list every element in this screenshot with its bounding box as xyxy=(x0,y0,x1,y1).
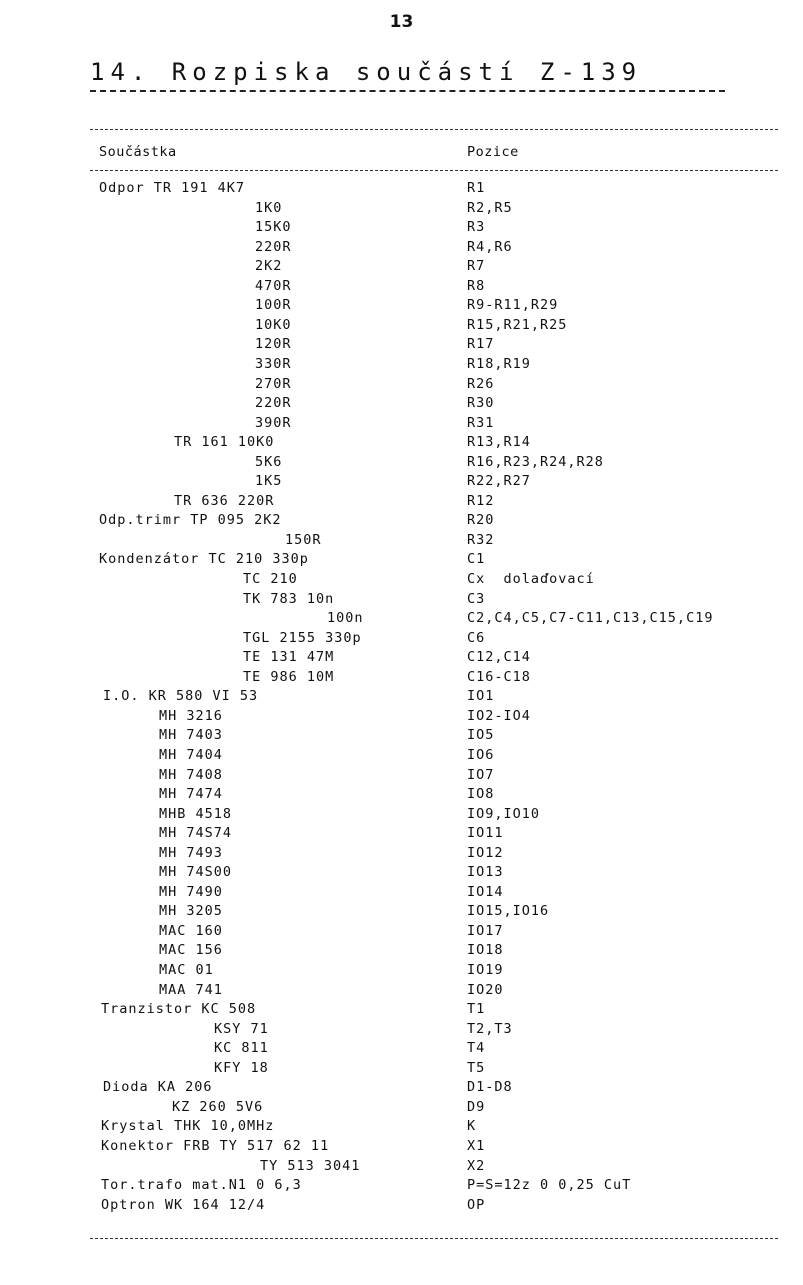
part-description: Kondenzátor TC 210 330p xyxy=(99,551,309,568)
part-description: MAC 160 xyxy=(159,922,223,939)
part-position: R20 xyxy=(467,512,495,529)
table-row xyxy=(0,200,803,219)
part-description: Krystal THK 10,0MHz xyxy=(101,1118,275,1135)
part-description: 270R xyxy=(255,375,292,392)
table-row xyxy=(0,786,803,805)
part-position: R30 xyxy=(467,395,495,412)
part-description: 120R xyxy=(255,336,292,353)
table-row xyxy=(0,982,803,1001)
part-description: 5K6 xyxy=(255,453,283,470)
part-description: TR 636 220R xyxy=(174,492,275,509)
column-header-part: Součástka xyxy=(99,144,177,160)
part-description: 1K5 xyxy=(255,473,283,490)
part-position: T4 xyxy=(467,1040,486,1057)
part-description: 15K0 xyxy=(255,219,292,236)
table-row xyxy=(0,434,803,453)
part-description: TY 513 3041 xyxy=(260,1157,361,1174)
table-row xyxy=(0,571,803,590)
part-position: R22,R27 xyxy=(467,473,531,490)
table-row xyxy=(0,297,803,316)
part-description: MH 3216 xyxy=(159,707,223,724)
table-row xyxy=(0,180,803,199)
table-row xyxy=(0,747,803,766)
table-row xyxy=(0,532,803,551)
part-position: IO12 xyxy=(467,844,504,861)
table-row xyxy=(0,845,803,864)
part-position: T1 xyxy=(467,1001,486,1018)
part-position: R15,R21,R25 xyxy=(467,316,568,333)
table-row xyxy=(0,610,803,629)
part-description: MAA 741 xyxy=(159,981,223,998)
part-description: MH 7404 xyxy=(159,746,223,763)
table-row xyxy=(0,1079,803,1098)
part-position: C16-C18 xyxy=(467,668,531,685)
part-position: IO13 xyxy=(467,864,504,881)
part-description: KZ 260 5V6 xyxy=(172,1098,264,1115)
part-description: TE 986 10M xyxy=(243,668,335,685)
part-description: MH 74S00 xyxy=(159,864,233,881)
table-row xyxy=(0,864,803,883)
part-position: T5 xyxy=(467,1059,486,1076)
part-description: 10K0 xyxy=(255,316,292,333)
table-row xyxy=(0,415,803,434)
part-position: T2,T3 xyxy=(467,1020,513,1037)
part-position: R9-R11,R29 xyxy=(467,297,559,314)
table-row xyxy=(0,727,803,746)
part-description: TGL 2155 330p xyxy=(243,629,362,646)
part-position: IO2-IO4 xyxy=(467,707,531,724)
table-row xyxy=(0,1001,803,1020)
part-description: 2K2 xyxy=(255,258,283,275)
part-description: Odp.trimr TP 095 2K2 xyxy=(99,512,282,529)
title-underline xyxy=(90,90,725,92)
part-description: 100R xyxy=(255,297,292,314)
part-description: 390R xyxy=(255,414,292,431)
part-description: Tor.trafo mat.N1 0 6,3 xyxy=(101,1177,302,1194)
part-description: TE 131 47M xyxy=(243,649,335,666)
part-description: MH 7490 xyxy=(159,883,223,900)
table-row xyxy=(0,708,803,727)
part-position: IO5 xyxy=(467,727,495,744)
part-position: R1 xyxy=(467,180,486,196)
table-row xyxy=(0,1040,803,1059)
part-position: IO17 xyxy=(467,922,504,939)
part-description: Tranzistor KC 508 xyxy=(101,1001,257,1018)
part-description: MH 3205 xyxy=(159,903,223,920)
part-position: IO20 xyxy=(467,981,504,998)
table-row xyxy=(0,767,803,786)
table-row xyxy=(0,649,803,668)
part-position: IO7 xyxy=(467,766,495,783)
part-position: R13,R14 xyxy=(467,434,531,451)
part-position: IO15,IO16 xyxy=(467,903,550,920)
part-description: KSY 71 xyxy=(214,1020,269,1037)
table-row xyxy=(0,825,803,844)
page-title: 14. Rozpiska součástí Z-139 xyxy=(90,58,643,86)
table-row xyxy=(0,1197,803,1216)
table-row xyxy=(0,1177,803,1196)
table-row xyxy=(0,278,803,297)
part-description: Odpor TR 191 4K7 xyxy=(99,180,246,196)
table-row xyxy=(0,493,803,512)
part-description: 330R xyxy=(255,355,292,372)
part-position: C1 xyxy=(467,551,486,568)
part-description: MH 7408 xyxy=(159,766,223,783)
table-row xyxy=(0,395,803,414)
part-position: R4,R6 xyxy=(467,238,513,255)
part-position: D1-D8 xyxy=(467,1079,513,1096)
table-row xyxy=(0,454,803,473)
part-description: 100n xyxy=(327,610,364,627)
part-position: K xyxy=(467,1118,477,1135)
part-position: R16,R23,R24,R28 xyxy=(467,453,604,470)
part-position: R26 xyxy=(467,375,495,392)
part-position: Cx dolaďovací xyxy=(467,571,595,587)
table-row xyxy=(0,1138,803,1157)
table-row xyxy=(0,551,803,570)
part-description: 150R xyxy=(285,531,322,548)
table-row xyxy=(0,317,803,336)
part-description: Optron WK 164 12/4 xyxy=(101,1196,266,1213)
part-position: C3 xyxy=(467,590,486,607)
table-row xyxy=(0,630,803,649)
part-position: IO11 xyxy=(467,825,504,842)
part-position: R17 xyxy=(467,336,495,353)
part-description: Dioda KA 206 xyxy=(103,1079,213,1096)
table-row xyxy=(0,962,803,981)
table-row xyxy=(0,806,803,825)
table-row xyxy=(0,923,803,942)
table-row xyxy=(0,336,803,355)
part-description: I.O. KR 580 VI 53 xyxy=(103,688,259,705)
part-position: IO6 xyxy=(467,746,495,763)
table-row xyxy=(0,1158,803,1177)
part-position: IO19 xyxy=(467,962,504,978)
table-row xyxy=(0,669,803,688)
part-position: P=S=12z 0 0,25 CuT xyxy=(467,1177,632,1194)
table-top-rule xyxy=(90,129,778,130)
part-position: IO1 xyxy=(467,688,495,705)
part-position: R8 xyxy=(467,277,486,294)
part-position: R31 xyxy=(467,414,495,431)
table-row xyxy=(0,219,803,238)
part-description: KC 811 xyxy=(214,1040,269,1057)
part-description: MAC 156 xyxy=(159,942,223,959)
part-description: MH 7493 xyxy=(159,844,223,861)
part-description: 1K0 xyxy=(255,199,283,216)
part-description: TR 161 10K0 xyxy=(174,434,275,451)
part-description: KFY 18 xyxy=(214,1059,269,1076)
header-rule xyxy=(90,170,778,171)
table-bottom-rule xyxy=(90,1238,778,1239)
part-position: OP xyxy=(467,1196,486,1213)
part-description: MHB 4518 xyxy=(159,805,233,822)
table-row xyxy=(0,356,803,375)
part-position: D9 xyxy=(467,1098,486,1115)
table-row xyxy=(0,376,803,395)
table-row xyxy=(0,1060,803,1079)
table-row xyxy=(0,1099,803,1118)
table-row xyxy=(0,239,803,258)
table-row xyxy=(0,258,803,277)
part-position: IO8 xyxy=(467,786,495,803)
part-description: MAC 01 xyxy=(159,962,214,978)
part-description: 220R xyxy=(255,238,292,255)
table-row xyxy=(0,942,803,961)
part-position: C6 xyxy=(467,629,486,646)
part-position: X1 xyxy=(467,1137,486,1154)
column-header-position: Pozice xyxy=(467,144,519,160)
part-position: R3 xyxy=(467,219,486,236)
part-description: MH 74S74 xyxy=(159,825,233,842)
part-position: R18,R19 xyxy=(467,355,531,372)
part-position: R32 xyxy=(467,531,495,548)
table-row xyxy=(0,473,803,492)
part-position: R2,R5 xyxy=(467,199,513,216)
part-position: IO9,IO10 xyxy=(467,805,541,822)
part-description: 220R xyxy=(255,395,292,412)
part-position: R7 xyxy=(467,258,486,275)
part-position: R12 xyxy=(467,492,495,509)
part-description: MH 7403 xyxy=(159,727,223,744)
part-description: 470R xyxy=(255,277,292,294)
part-description: MH 7474 xyxy=(159,786,223,803)
table-row xyxy=(0,1021,803,1040)
part-description: Konektor FRB TY 517 62 11 xyxy=(101,1137,330,1154)
table-row xyxy=(0,1118,803,1137)
part-position: IO14 xyxy=(467,883,504,900)
table-row xyxy=(0,688,803,707)
table-row xyxy=(0,591,803,610)
part-position: IO18 xyxy=(467,942,504,959)
part-position: X2 xyxy=(467,1157,486,1174)
part-position: C12,C14 xyxy=(467,649,531,666)
part-position: C2,C4,C5,C7-C11,C13,C15,C19 xyxy=(467,610,714,627)
part-description: TK 783 10n xyxy=(243,590,335,607)
part-description: TC 210 xyxy=(243,571,298,587)
page-number: 13 xyxy=(389,12,414,32)
table-row xyxy=(0,903,803,922)
table-row xyxy=(0,512,803,531)
table-row xyxy=(0,884,803,903)
